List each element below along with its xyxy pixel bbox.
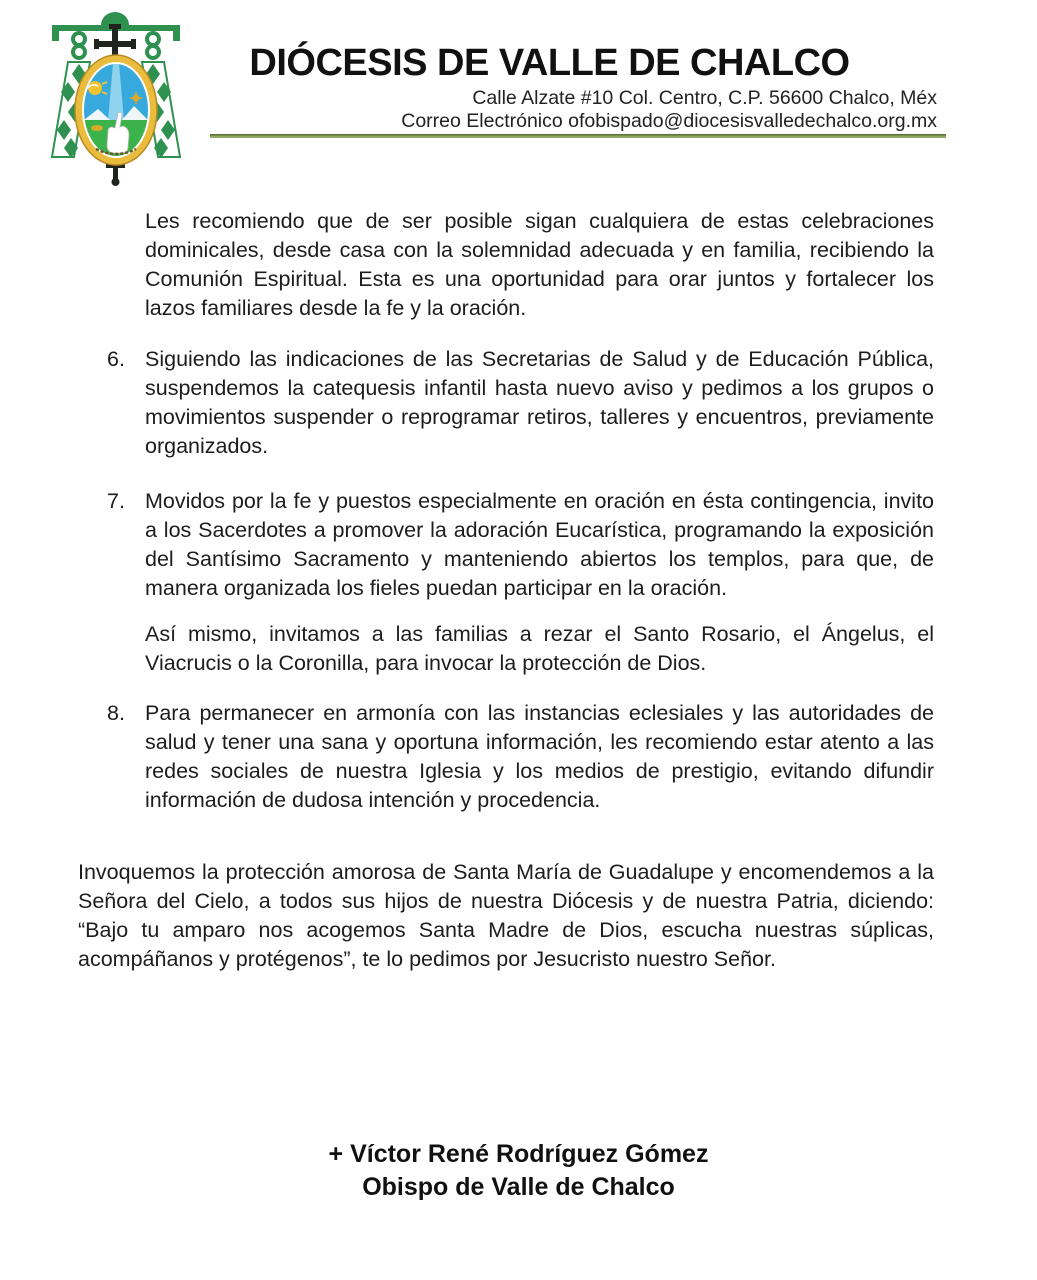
intro-paragraph: Les recomiendo que de ser posible sigan cualquiera de estas celebraciones dominicales, desde casa con la solemnidad adecuada y en familia, recibiendo la Comunión Espiritual. Esta es una oportunidad para orar juntos y fortalecer los lazos familiares desde la fe y la oración. [145,209,934,320]
signature-name: + Víctor René Rodríguez Gómez [328,1140,709,1168]
item-number: 8. [107,701,125,725]
item-text: Siguiendo las indicaciones de las Secretarias de Salud y de Educación Pública, suspendemos la catequesis infantil hasta nuevo aviso y pedimos a los grupos o movimientos suspender o reprogramar retiros, talleres y encuentros, previamente organizados. [145,347,934,458]
item-number: 6. [107,347,125,371]
numbered-item-6 [78,345,934,461]
letterhead-address: Calle Alzate #10 Col. Centro, C.P. 56600 Chalco, Méx [472,87,937,109]
item-text: Para permanecer en armonía con las instancias eclesiales y las autoridades de salud y tener una sana y oportuna información, les recomiendo estar atento a las redes sociales de nuestra Iglesia y los medios de prestigio, evitando difundir información de dudosa intención y procedencia. [145,701,934,812]
letterhead-divider [210,134,946,138]
numbered-item-8 [78,699,934,815]
signature-block [0,1138,1037,1204]
letterhead [210,42,947,133]
item-text: Movidos por la fe y puestos especialmente en oración en ésta contingencia, invito a los Sacerdotes a promover la adoración Eucarística, programando la exposición del Santísimo Sacramento y manteniendo abiertos los templos, para que, de manera organizada los fieles puedan participar en la oración. [145,489,934,600]
closing-paragraph: Invoquemos la protección amorosa de Santa María de Guadalupe y encomendemos a la Señora del Cielo, a todos sus hijos de nuestra Diócesis y de nuestra Patria, diciendo: “Bajo tu amparo nos acogemos Santa Madre de Dios, escucha nuestras súplicas, acompáñanos y protégenos”, te lo pedimos por Jesucristo nuestro Señor. [78,860,934,971]
signature-role: Obispo de Valle de Chalco [362,1173,675,1201]
letterhead-email: Correo Electrónico ofobispado@diocesisvalledechalco.org.mx [401,110,937,132]
letter-body [78,207,934,974]
aside-paragraph: Así mismo, invitamos a las familias a rezar el Santo Rosario, el Ángelus, el Viacrucis o la Coronilla, para invocar la protección de Dios. [145,622,934,675]
diocese-coat-of-arms-icon [34,12,198,190]
numbered-item-7 [78,487,934,603]
letterhead-title: DIÓCESIS DE VALLE DE CHALCO [249,42,850,84]
item-number: 7. [107,489,125,513]
